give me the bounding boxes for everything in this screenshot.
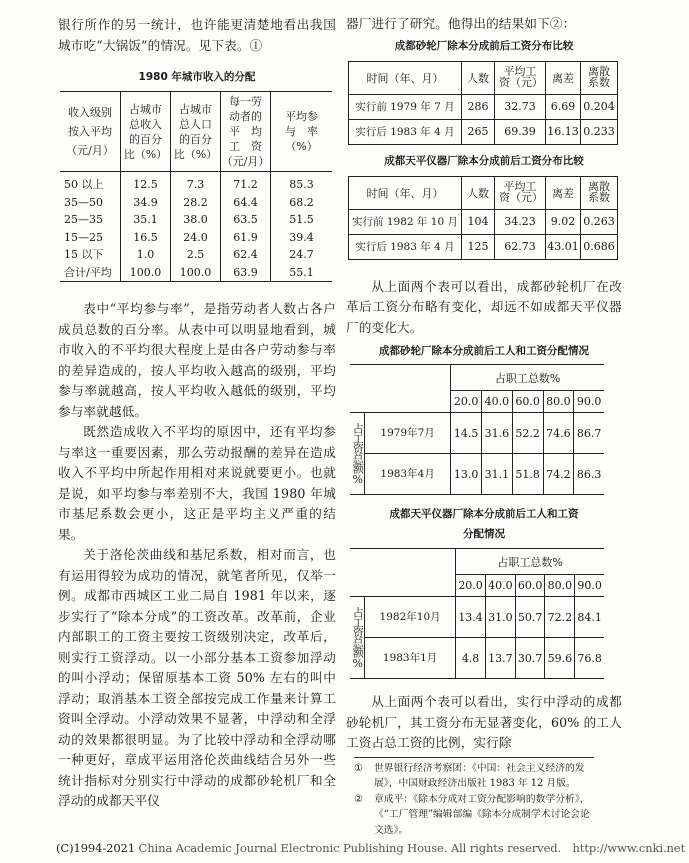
paragraph-compare-1: 从上面两个表可以看出，成都砂轮机厂在改革后工资分布略有变化，却远不如成都天平仪器厂的变化大。 [346,278,622,335]
table-cell: 1.0 [121,246,171,264]
column-header: 20.0 [456,575,486,597]
table-cell: 13.4 [456,597,486,638]
table-cell: 15—25 [64,230,103,244]
paragraph-compare-2: 从上面两个表可以看出，实行中浮动的成都砂轮机厂，其工资分布无显著变化，60% 的工人工资占总工资的比例，实行除 [346,694,622,750]
table-header-cell: 平均工资（元） [495,61,546,94]
table1-body [60,172,332,282]
column-header: 40.0 [485,575,515,597]
table-cell: 76.8 [575,638,604,679]
table1-header-row [60,92,332,172]
table-cell: 实行后 1983 年 4 月 [349,119,462,144]
table-corner [350,365,451,413]
table-cell: 86.3 [574,454,604,495]
table-cell: 28.2 [171,194,221,212]
copyright-footer [56,840,685,856]
group-header: 占职工总数% [456,549,604,575]
row-label: 1979年7月 [365,413,451,454]
table-cell: 32.73 [495,94,546,119]
table-row [349,209,618,234]
footnote-mark: ① [354,762,363,774]
table-cell: 64.4 [221,194,271,212]
table-cell: 14.5 [451,413,482,454]
table-cell: 63.9 [221,264,271,282]
table-cell: 实行后 1983 年 4 月 [349,234,462,259]
table-cell: 0.204 [581,94,618,119]
table-row [350,413,604,454]
table-cell: 4.8 [456,638,486,679]
grinder-distribution-table [350,364,604,495]
table-cell: 61.9 [221,229,271,247]
table-cell: 实行前 1982 年 10 月 [349,209,462,234]
t1-header-1 [121,92,171,172]
table-cell: 68.2 [271,194,333,212]
table-cell: 16.13 [546,119,581,144]
t1-header-4 [271,92,333,172]
table-cell: 100.0 [171,264,221,282]
table-cell: 合计/平均 [60,264,121,282]
row-label: 1983年1月 [365,638,456,679]
table2-title: 成都砂轮厂除本分成前后工资分布比较 [394,39,574,52]
table-cell: 2.5 [171,246,221,264]
table4-title: 成都砂轮厂除本分成前后工人和工资分配情况 [379,345,589,357]
table-row [349,119,618,144]
paragraph-lorenz: 关于洛伦茨曲线和基尼系数，相对而言，也有运用得较为成功的情况，就笔者所见，仅举一例。成都市西城区工业二局自 1981 年以来，逐步实行了“除本分成”的工资改革。改革前，企业内部职工的工资主要按工资级别决定，改革后，则实行工资浮动。以一小部分基本工资参加浮动的叫小浮动；保留原基本工资 50% 左右的叫中浮动；取消基本工资全部按完成工作量来计算工资叫全浮动。小浮动效果不显著，中浮动和全浮动的效果都很明显。为了比较中浮动和全浮动哪一种更好，章成平运用洛伦茨曲线结合另外一些统计指标对分别实行中浮动的成都砂轮机厂和全浮动的成都天平仪 [58,547,336,808]
side-label: 占工资总额% [350,413,365,495]
table-cell: 39.4 [271,229,333,247]
t1-header-line: 总收入 [129,117,162,131]
column-header: 80.0 [545,575,575,597]
table-cell: 15 以下 [64,248,104,261]
balance-distribution-table [350,548,604,679]
table-cell: 实行前 1979 年 7 月 [349,94,462,119]
t1-header-line: 占城市 [129,102,162,116]
t1-header-line: 占城市 [179,102,212,116]
table-cell: 125 [462,234,495,259]
group-header-row [350,365,604,391]
table1-title: 1980 年城市收入的分配 [138,71,256,83]
t1-header-line: 比（%） [173,147,218,161]
table-cell: 71.2 [221,172,271,194]
table-row [350,638,604,679]
row-label: 1983年4月 [365,454,451,495]
table-cell: 72.2 [545,597,575,638]
t1-header-0 [60,92,121,172]
balance-wage-table [348,176,618,260]
t1-header-line: 平均参 [285,110,318,123]
table-header-cell: 离差 [546,176,581,209]
table-header-cell: 时间（年、月） [349,176,462,209]
table-cell: 24.7 [271,246,333,264]
table-row [60,211,332,229]
table-cell: 51.8 [512,454,543,495]
table-cell: 16.5 [121,229,171,247]
table-cell: 59.6 [545,638,575,679]
row-label: 1982年10月 [365,597,456,638]
table5-title-line1: 成都天平仪器厂除本分成前后工人和工资 [389,508,579,520]
table-cell: 104 [462,209,495,234]
right-column [346,0,622,838]
footer-year: (C)1994-2021 [56,841,135,855]
table-cell: 86.7 [574,413,604,454]
table-cell: 52.2 [512,413,543,454]
table-cell: 286 [462,94,495,119]
side-label: 占工资总额% [350,597,365,679]
table-cell: 62.73 [495,234,546,259]
table-cell: 31.0 [485,597,515,638]
table5-title-line2: 分配情况 [463,528,505,540]
table-cell: 34.9 [121,194,171,212]
group-header-row [350,549,604,575]
table-row [349,94,618,119]
column-header: 90.0 [575,575,604,597]
t1-header-line: 比（%） [123,147,168,161]
table-cell: 265 [462,119,495,144]
t1-header-line: （元/月） [221,155,270,168]
table-cell: 43.01 [546,234,581,259]
table-cell: 51.5 [271,211,333,229]
table-cell: 55.1 [271,264,333,282]
table-cell: 30.7 [515,638,545,679]
column-header: 40.0 [481,391,512,413]
table-header-row [349,61,618,94]
table-cell: 35.1 [121,211,171,229]
footnotes [354,757,594,839]
table-cell: 0.686 [581,234,618,259]
table-cell: 50.7 [515,597,545,638]
table-cell: 63.5 [221,211,271,229]
table-cell: 35—50 [64,195,103,209]
table5-title [346,504,622,544]
table-cell: 100.0 [121,264,171,282]
table-header-cell: 平均工资（元） [495,176,546,209]
table-header-row [349,176,618,209]
t1-header-line: 平 均 [229,125,262,138]
table-corner [350,549,456,597]
table-header-cell: 离散系数 [581,61,618,94]
table-cell: 85.3 [271,172,333,194]
column-header: 90.0 [574,391,604,413]
table-cell: 9.02 [546,209,581,234]
table-cell: 13.0 [451,454,482,495]
intro-paragraph: 银行所作的另一统计，也许能更清楚地看出我国城市吃“大锅饭”的情况。见下表。① [58,17,336,53]
table-header-cell: 离散系数 [581,176,618,209]
table-row [350,454,604,495]
group-header: 占职工总数% [451,365,604,391]
footnote-text: 世界银行经济考察团：《中国：社会主义经济的发展》，中国财政经济出版社 1983 年 12 月版。 [374,762,585,789]
table-cell: 0.263 [581,209,618,234]
table-cell: 69.39 [495,119,546,144]
table-row [60,229,332,247]
table-cell: 6.69 [546,94,581,119]
table-row [60,172,332,194]
table-cell: 38.0 [171,211,221,229]
table-header-cell: 时间（年、月） [349,61,462,94]
table-header-cell: 人数 [462,176,495,209]
footnote-mark: ② [354,793,363,805]
table-row [60,246,332,264]
footnote [354,761,594,792]
table-cell: 62.4 [221,246,271,264]
income-distribution-table [60,91,332,282]
t1-header-line: 与 率 [285,125,318,138]
left-column [58,0,336,812]
t1-header-line: （元/月） [66,144,114,157]
t1-header-line: 工 资 [229,140,262,153]
t1-header-line: 收入级别 [68,106,112,119]
t1-header-2 [171,92,221,172]
table-cell: 13.7 [485,638,515,679]
table-cell: 12.5 [121,172,171,194]
t1-header-line: 动者的 [229,110,262,123]
table-cell: 84.1 [575,597,604,638]
table-cell: 24.0 [171,229,221,247]
table-cell: 74.2 [543,454,574,495]
table-cell: 31.1 [481,454,512,495]
footnote [354,792,594,839]
table-cell: 50 以上 [64,178,104,191]
column-header: 60.0 [515,575,545,597]
table-cell: 25—35 [64,213,103,226]
table-cell: 74.6 [543,413,574,454]
t1-header-line: 总人口 [179,117,212,131]
table-cell: 34.23 [495,209,546,234]
column-header: 20.0 [451,391,482,413]
footnote-text: 章成平：《除本分成对工资分配影响的数学分析》，《“工厂管理”编辑部编《除本分成制学术讨论会论文选》。 [374,793,590,836]
footer-text: China Academic Journal Electronic Publishing House. All rights reserved. http://www.cnki.net [135,841,686,855]
t1-header-line: （%） [285,140,318,153]
paragraph-gini: 既然造成收入不平均的原因中，还有平均参与率这一重要因素，那么劳动报酬的差异在造成收入不平均中所起作用相对来说就要更小。也就是说，如平均参与率差别不大，我国 1980 年城市基尼系数会更小，这正是平均主义严重的结果。 [58,424,336,542]
t1-header-line: 的百分 [179,132,212,146]
t1-header-line: 按入平均 [68,125,112,138]
t1-header-line: 每一劳 [229,95,262,108]
t1-header-line: 的百分 [129,132,162,146]
table-header-cell: 离差 [546,61,581,94]
column-header: 80.0 [543,391,574,413]
table-cell: 31.6 [481,413,512,454]
grinder-wage-table [348,61,618,145]
table-row [60,194,332,212]
column-header: 60.0 [512,391,543,413]
table-row [60,264,332,282]
table-row [349,234,618,259]
paragraph-participation-rate: 表中“平均参与率”，是指劳动者人数占各户成员总数的百分率。从表中可以明显地看到，城市收入的不平均很大程度上是由各户劳动参与率的差异造成的，按人平均收入越高的级别，平均参与率就越高，按人平均收入越低的级别，平均参与率就越低。 [58,301,336,419]
table-cell: 0.233 [581,119,618,144]
table-row [350,597,604,638]
t1-header-3 [221,92,271,172]
table3-title: 成都天平仪器厂除本分成前后工资分布比较 [384,154,584,167]
table-cell: 7.3 [171,172,221,194]
continued-paragraph: 器厂进行了研究。他得出的结果如下②： [346,16,576,31]
table-header-cell: 人数 [462,61,495,94]
